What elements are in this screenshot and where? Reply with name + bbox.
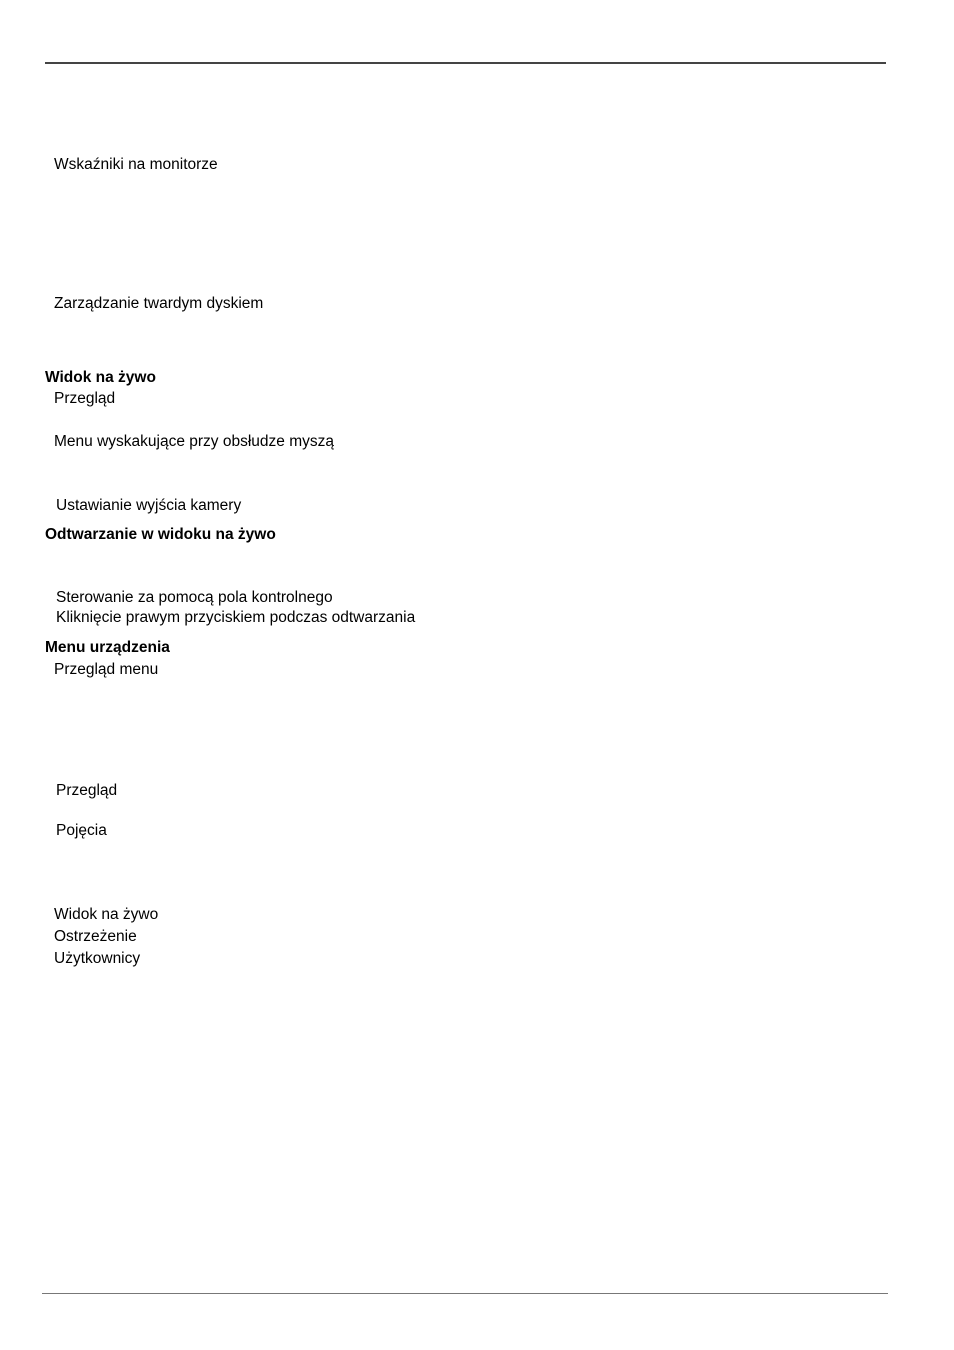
- toc-entry-overview[interactable]: Przegląd: [56, 782, 118, 799]
- toc-heading-live-view[interactable]: Widok na żywo: [45, 369, 156, 386]
- toc-entry-camera-output-setup[interactable]: Ustawianie wyjścia kamery: [56, 497, 242, 514]
- toc-heading-device-menu[interactable]: Menu urządzenia: [45, 639, 170, 656]
- footer-rule: [42, 1293, 888, 1294]
- toc-entry-mouse-popup-menu[interactable]: Menu wyskakujące przy obsłudze myszą: [54, 433, 334, 450]
- toc-entry-right-click-playback[interactable]: Kliknięcie prawym przyciskiem podczas odtwarzania: [56, 609, 416, 626]
- header-rule: [45, 62, 886, 64]
- toc-entry-control-box-operation[interactable]: Sterowanie za pomocą pola kontrolnego: [56, 589, 333, 606]
- toc-entry-monitor-indicators[interactable]: Wskaźniki na monitorze: [54, 156, 218, 173]
- toc-entry-concepts[interactable]: Pojęcia: [56, 822, 107, 839]
- toc-heading-live-playback[interactable]: Odtwarzanie w widoku na żywo: [45, 526, 276, 543]
- toc-entry-live-view-overview[interactable]: Przegląd: [54, 390, 116, 407]
- toc-entry-users[interactable]: Użytkownicy: [54, 950, 141, 967]
- toc-entry-warning[interactable]: Ostrzeżenie: [54, 928, 137, 945]
- toc-entry-live-view[interactable]: Widok na żywo: [54, 906, 159, 923]
- toc-entry-hdd-management[interactable]: Zarządzanie twardym dyskiem: [54, 295, 264, 312]
- toc-entry-menu-overview[interactable]: Przegląd menu: [54, 661, 159, 678]
